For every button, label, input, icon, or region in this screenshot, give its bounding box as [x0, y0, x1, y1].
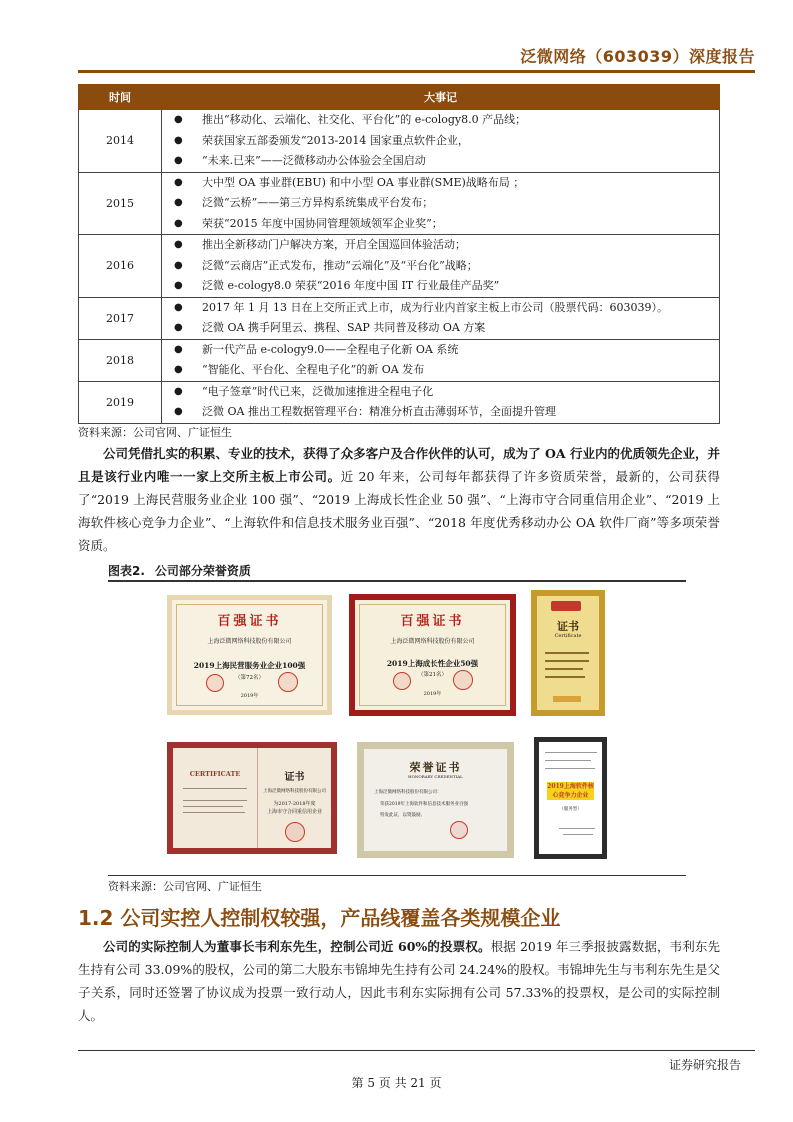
honors-paragraph-body: 近 20 年来，公司每年都获得了许多资质荣誉，最新的，公司获得了“2019 上海民营服务业企业 100 强”、“2019 上海成长性企业 50 强”、“上海市守合同重信用企业”、“2019 上海软件核心竞争力企业”、“上海软件和信息技术服务业百强”、“2018 年度优秀移动办公 OA 软件厂商”等多项荣誉资质。 [78, 469, 720, 553]
text-line [545, 652, 589, 654]
text-line [545, 676, 585, 678]
logo-icon [553, 696, 581, 702]
figure-bottom-rule [108, 875, 686, 876]
certificate-award: 为2017-2018年度 [273, 801, 316, 807]
year-cell: 2018 [79, 339, 162, 381]
certificate-title: 百强证书 [217, 614, 282, 629]
header-divider [78, 70, 755, 73]
event-item: ● “未来.已来”——泛微移动办公体验会全国启动 [162, 151, 719, 172]
events-cell [162, 297, 720, 339]
certificate-year: 2019年 [240, 693, 259, 699]
year-cell: 2015 [79, 172, 162, 235]
events-cell [162, 235, 720, 298]
certificate-subtitle: Certificate [554, 633, 582, 639]
event-item: ● 推出“移动化、云端化、社交化、平台化”的 e-cology8.0 产品线； [162, 110, 719, 131]
certificate-image [534, 737, 607, 859]
text-line [183, 812, 245, 813]
honors-paragraph [78, 442, 720, 557]
table-row [79, 339, 720, 381]
certificate-year: 2019年 [423, 691, 442, 697]
control-paragraph [78, 935, 720, 1027]
seal-icon [278, 672, 298, 692]
certificate-company: 上海泛微网络科技股份有限公司 [207, 638, 292, 645]
medal-icon [551, 601, 581, 611]
certificate-title: CERTIFICATE [189, 770, 241, 778]
certificate-image [349, 594, 516, 716]
figure-source-note: 资料来源：公司官网、广证恒生 [108, 880, 262, 893]
certificate-award: 2019上海软件核心竞争力企业 [547, 783, 594, 799]
certificate-award: 2019上海民营服务业企业100强 [193, 661, 306, 670]
event-item: ● 泛微 e-cology8.0 荣获“2016 年度中国 IT 行业最佳产品奖” [162, 276, 719, 297]
text-line [545, 660, 589, 662]
milestones-table [78, 84, 720, 424]
figure-caption [108, 562, 261, 579]
text-line [563, 834, 593, 835]
certificate-award: 2019上海成长性企业50强 [386, 659, 479, 668]
event-item: ● 泛微“云商店”正式发布，推动“云端化”及“平台化”战略； [162, 256, 719, 277]
text-line [559, 828, 595, 829]
year-cell: 2017 [79, 297, 162, 339]
table-row [79, 235, 720, 298]
event-item: ● 泛微 OA 携手阿里云、携程、SAP 共同普及移动 OA 方案 [162, 318, 719, 339]
certificate-image [167, 595, 332, 715]
certificate-image [167, 742, 337, 854]
text-line [183, 788, 247, 789]
certificate-title: 荣誉证书 [409, 761, 462, 774]
report-header-title: 泛微网络（603039）深度报告 [520, 47, 755, 66]
section-heading: 1.2 公司实控人控制权较强，产品线覆盖各类规模企业 [78, 906, 561, 930]
figure-top-rule [108, 580, 686, 582]
certificate-note: （服务型） [559, 807, 582, 812]
events-cell [162, 110, 720, 173]
event-item: ● 推出全新移动门户解决方案，开启全国巡回体验活动； [162, 235, 719, 256]
text-line [545, 668, 583, 670]
certificate-fold [257, 748, 258, 848]
event-item: ● “智能化、平台化、全程电子化”的新 OA 发布 [162, 360, 719, 381]
certificate-company: 上海泛微网络科技股份有限公司 [263, 789, 326, 794]
certificate-title-cn: 证书 [284, 772, 305, 783]
seal-icon [285, 822, 305, 842]
text-line [183, 800, 247, 801]
event-item: ● 泛微 OA 推出工程数据管理平台：精准分析直击薄弱环节，全面提升管理 [162, 402, 719, 423]
figure-number: 图表2. [108, 564, 145, 578]
honors-paragraph-lead: 公司凭借扎实的积累、专业的技术，获得了众多客户及合作伙伴的认可，成为了 OA 行业内的优质领先企业，并且是该行业内唯一一家上交所主板上市公司。 [78, 446, 720, 484]
event-item: ● “电子签章”时代已来，泛微加速推进全程电子化 [162, 382, 719, 403]
page-number: 第 5 页 共 21 页 [351, 1076, 442, 1090]
table-row [79, 172, 720, 235]
event-item: ● 新一代产品 e-cology9.0——全程电子化新 OA 系统 [162, 340, 719, 361]
figure-title: 公司部分荣誉资质 [154, 564, 251, 578]
control-paragraph-lead: 公司的实际控制人为董事长韦利东先生，控制公司近 60%的投票权。 [103, 939, 491, 954]
table-row [79, 110, 720, 173]
text-line [545, 752, 597, 753]
events-cell [162, 172, 720, 235]
certificate-image [357, 742, 514, 858]
certificate-note: 特发此证，以资鼓励。 [380, 813, 425, 818]
year-cell: 2014 [79, 110, 162, 173]
events-cell [162, 381, 720, 423]
year-cell: 2019 [79, 381, 162, 423]
seal-icon [450, 821, 468, 839]
event-item: ● 荣获“2015 年度中国协同管理领域领军企业奖”； [162, 214, 719, 235]
certificate-award-detail: 上海市守合同重信用企业 [266, 809, 322, 815]
event-item: ● 泛微“云桥”——第三方异构系统集成平台发布； [162, 193, 719, 214]
footer-divider [78, 1050, 755, 1051]
seal-icon [453, 670, 473, 690]
seal-icon [206, 674, 224, 692]
control-paragraph-body: 根据 2019 年三季报披露数据，韦利东先生持有公司 33.09%的股权，公司的第二大股东韦锦坤先生持有公司 24.24%的股权。韦锦坤先生与韦利东先生是父子关系，同时还签署了协议成为投票一致行动人，因此韦利东实际拥有公司 57.33%的投票权，是公司的实际控制人。 [78, 939, 720, 1023]
certificate-company: 上海泛微网络科技股份有限公司： [374, 790, 442, 795]
year-cell: 2016 [79, 235, 162, 298]
text-line [545, 768, 595, 769]
text-line [545, 760, 591, 761]
events-cell [162, 339, 720, 381]
certificate-text: 荣获2019年上海软件和信息技术服务业百强 [380, 802, 468, 807]
certificate-title: 证书 [557, 620, 579, 633]
table-row [79, 381, 720, 423]
certificate-company: 上海泛微网络科技股份有限公司 [390, 638, 475, 645]
table-header-events: 大事记 [162, 85, 720, 110]
event-item: ● 2017 年 1 月 13 日在上交所正式上市，成为行业内首家主板上市公司（股票代码：603039）。 [162, 298, 719, 319]
certificate-rank: （第21名） [418, 672, 447, 678]
text-line [183, 806, 243, 807]
table-header-time: 时间 [79, 85, 162, 110]
event-item: ● 大中型 OA 事业群(EBU) 和中小型 OA 事业群(SME)战略布局 ； [162, 173, 719, 194]
table-row [79, 297, 720, 339]
footer-label: 证券研究报告 [668, 1058, 741, 1072]
seal-icon [393, 672, 411, 690]
table-source-note: 资料来源：公司官网、广证恒生 [78, 426, 232, 439]
certificate-subtitle: HONORARY CREDENTIAL [408, 774, 463, 779]
certificate-image [531, 590, 605, 716]
certificate-rank: （第72名） [235, 675, 264, 681]
event-item: ● 荣获国家五部委颁发“2013-2014 国家重点软件企业， [162, 131, 719, 152]
certificate-title: 百强证书 [400, 614, 465, 629]
